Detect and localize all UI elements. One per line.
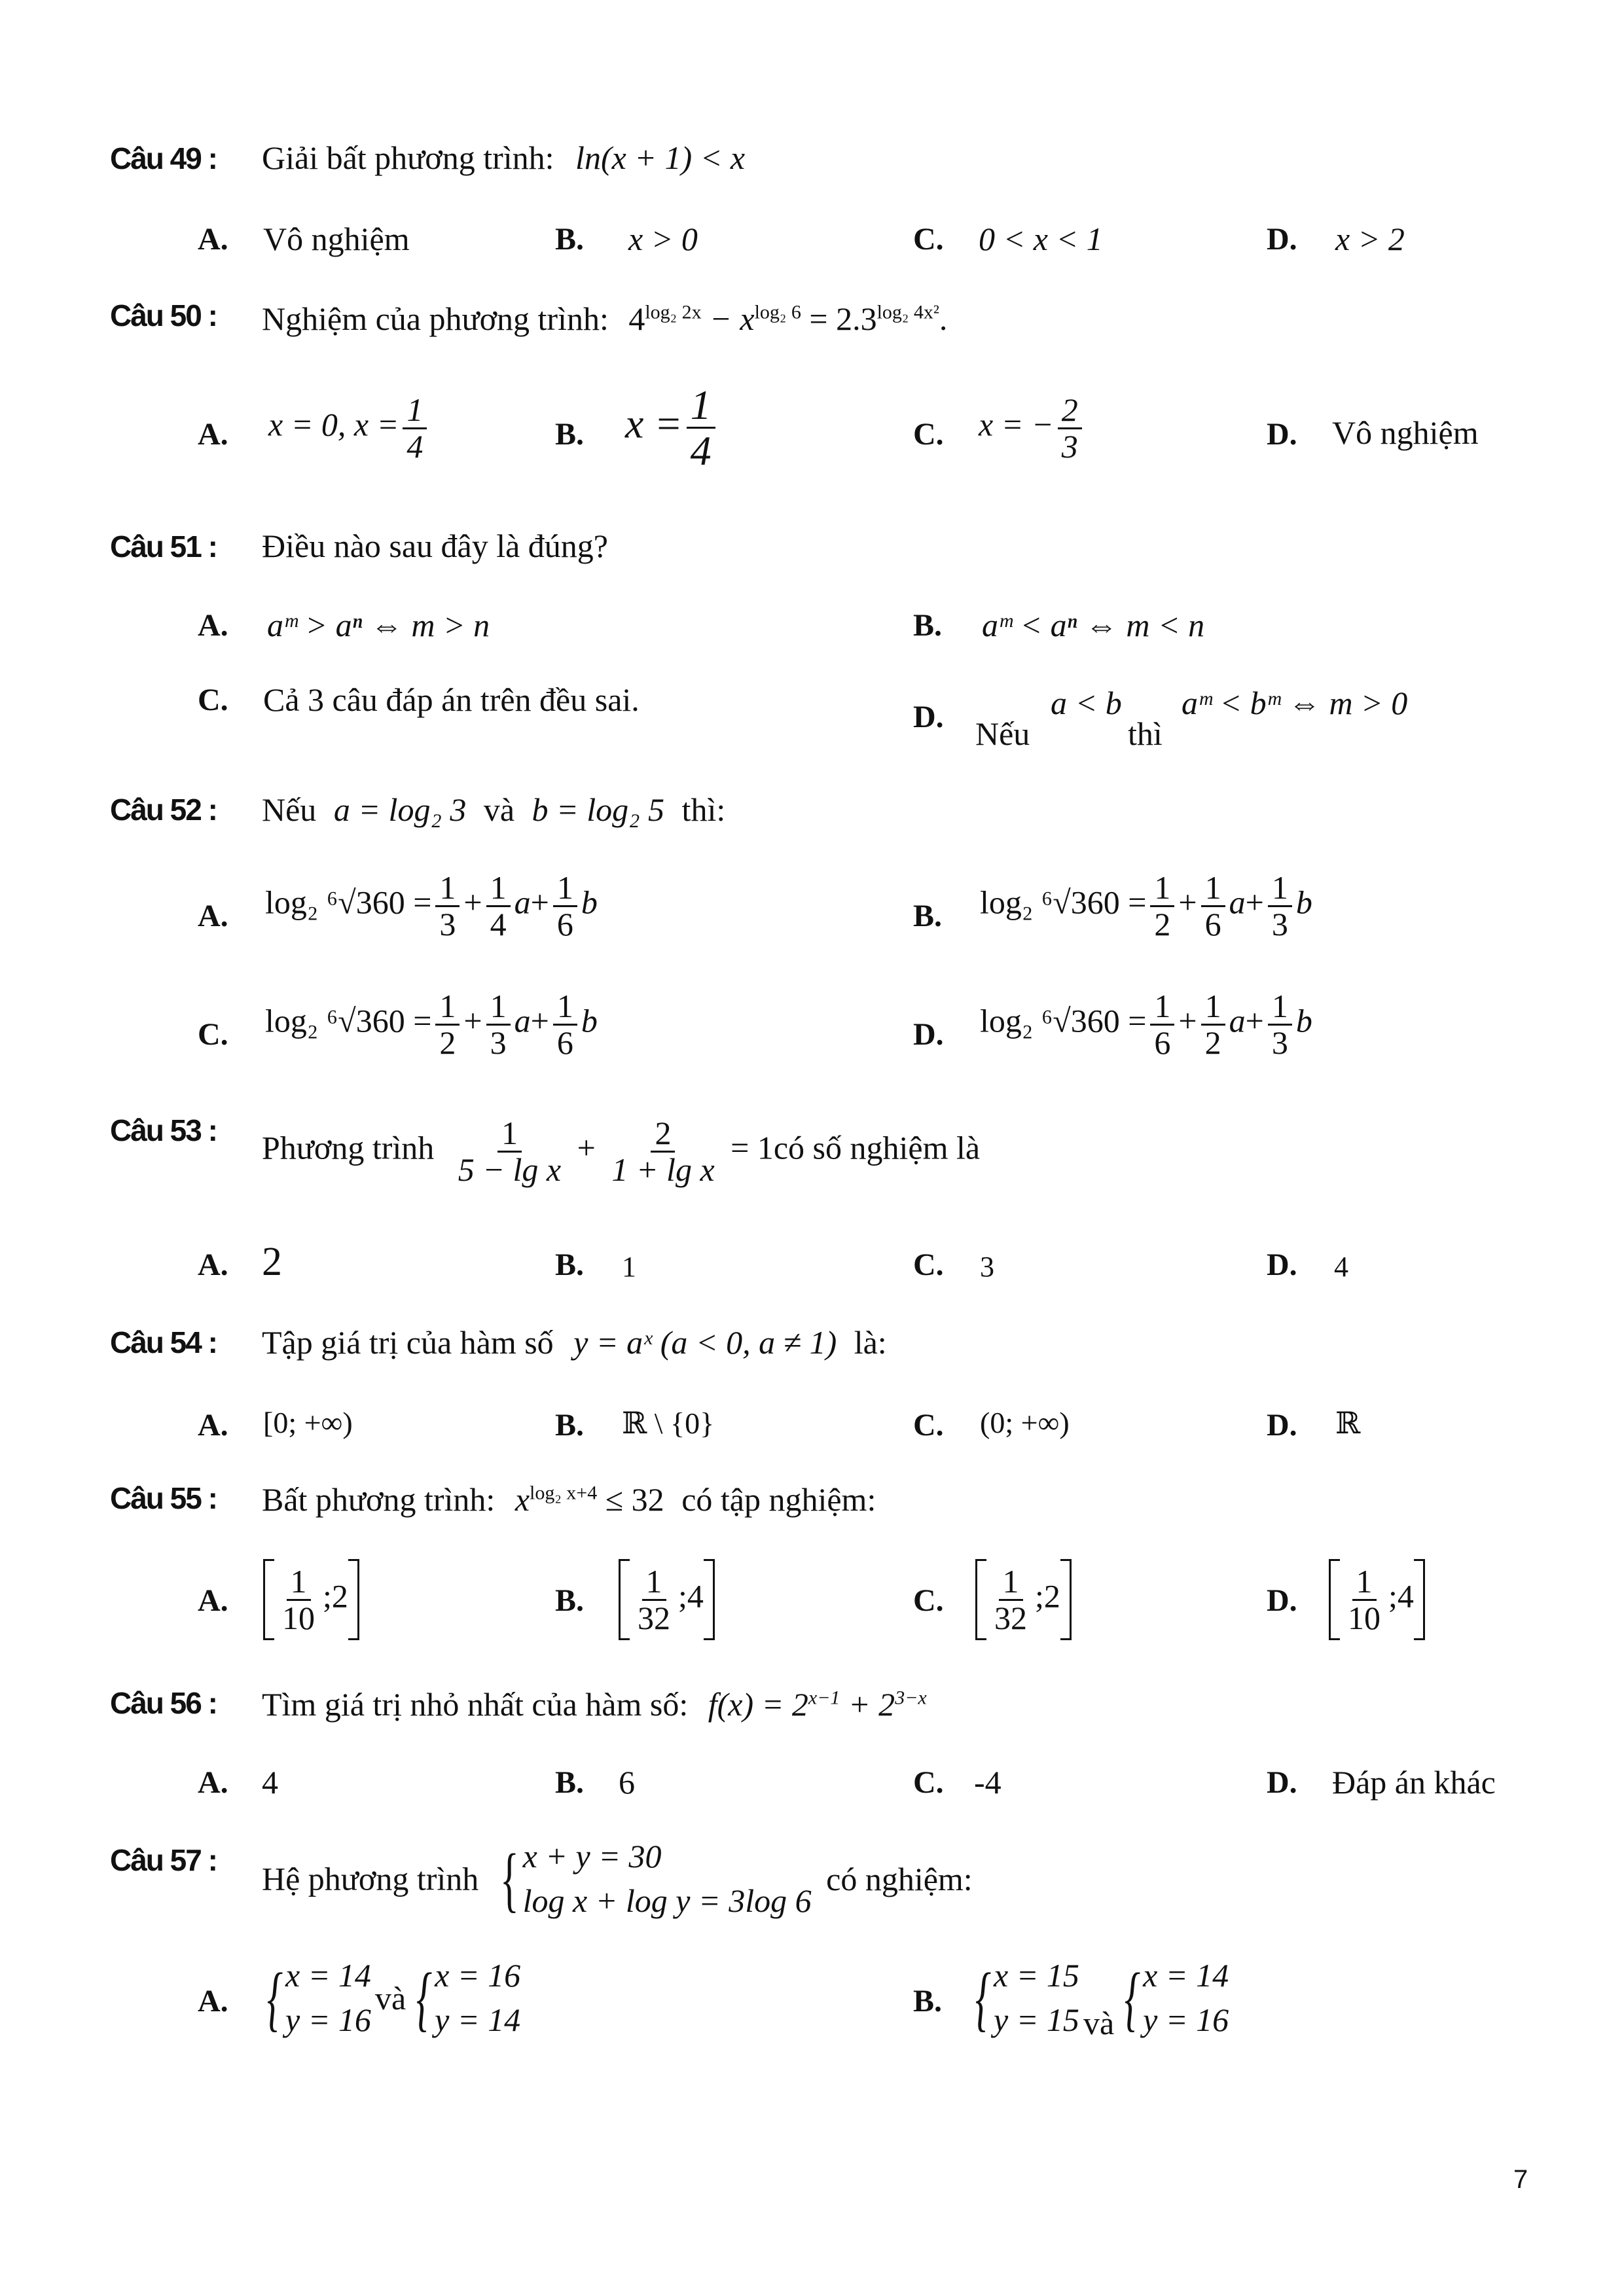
option-letter-d: D. [913, 1017, 944, 1052]
math-expression: y = aˣ (a < 0, a ≠ 1) [573, 1324, 837, 1361]
option-letter-a: A. [198, 899, 228, 933]
option-d[interactable]: Đáp án khác [1332, 1764, 1496, 1801]
question-label: Câu 51 : [110, 529, 217, 564]
option-d-word2[interactable]: thì [1128, 715, 1163, 752]
option-letter-c: C. [913, 222, 944, 257]
option-d[interactable]: x > 2 [1335, 221, 1405, 257]
question-text: Hệ phương trình { x + y = 30 log x + log y = 3log 6 có nghiệm: [262, 1835, 973, 1923]
option-d-expr2[interactable]: aᵐ < bᵐ ⇔ m > 0 [1182, 685, 1408, 721]
option-c[interactable]: 3 [980, 1251, 994, 1283]
option-b[interactable]: 1 [622, 1251, 636, 1283]
option-b[interactable]: ℝ \ {0} [622, 1407, 715, 1440]
option-a[interactable]: log₂ ⁶√360 = $\frac{1}{3}$ + $\frac{1}{4}$ a+ $\frac{1}{6}$ b [265, 869, 598, 942]
question-text [262, 139, 745, 177]
option-letter-a: A. [198, 1247, 228, 1282]
option-letter-d: D. [1267, 1583, 1297, 1618]
question-text [262, 300, 947, 338]
option-letter-d: D. [1267, 1408, 1297, 1443]
math-expression: $f(x) = 2^{x-1} + 2^{3-x}$ [708, 1686, 927, 1723]
question-label: Câu 57 : [110, 1843, 217, 1877]
option-letter-a: A. [198, 608, 228, 643]
option-a[interactable]: [0; +∞) [263, 1406, 353, 1439]
option-a[interactable]: $\frac{1}{10}$ ;2 [263, 1559, 359, 1640]
option-letter-c: C. [913, 1765, 944, 1800]
option-a[interactable]: x = 0, x = $\frac{1}{4}$ [268, 393, 431, 463]
option-letter-b: B. [555, 1765, 585, 1800]
option-letter-b: B. [913, 1984, 943, 2018]
question-text: Điều nào sau đây là đúng? [262, 528, 609, 564]
option-letter-d: D. [1267, 417, 1297, 452]
option-a[interactable]: Vô nghiệm [263, 221, 410, 257]
question-label: Câu 49 : [110, 141, 217, 175]
question-prompt: Giải bất phương trình: [262, 139, 554, 176]
option-c[interactable]: (0; +∞) [980, 1406, 1070, 1439]
left-brace-icon: { [499, 1839, 519, 1919]
math-expression: a = log₂ 3 [333, 791, 467, 828]
option-c[interactable]: $\frac{1}{32}$ ;2 [975, 1559, 1072, 1640]
option-letter-d: D. [1267, 222, 1297, 257]
option-letter-c: C. [913, 1247, 944, 1282]
option-c[interactable]: Cả 3 câu đáp án trên đều sai. [263, 681, 640, 718]
option-d[interactable]: $\frac{1}{10}$ ;4 [1329, 1559, 1425, 1640]
fraction: $\frac{1}{\text{5 − lg x}}$ [458, 1115, 562, 1188]
option-b[interactable]: 6 [619, 1764, 635, 1801]
math-expression: ln(x + 1) < x [575, 139, 746, 176]
question-text: Tập giá trị của hàm số y = aˣ (a < 0, a ≠ 1) là: [262, 1324, 887, 1361]
option-letter-b: B. [555, 222, 585, 257]
option-b[interactable]: aᵐ < aⁿ ⇔ m < n [982, 607, 1205, 643]
option-letter-b: B. [555, 1583, 585, 1618]
option-b[interactable]: x > 0 [628, 221, 698, 257]
option-letter-d: D. [913, 700, 944, 734]
math-expression: b = log₂ 5 [532, 791, 665, 828]
option-c[interactable]: 0 < x < 1 [979, 221, 1103, 257]
option-letter-a: A. [198, 417, 228, 452]
question-label: Câu 55 : [110, 1481, 217, 1515]
question-text: Nếu a = log₂ 3 và b = log₂ 5 thì: [262, 791, 726, 828]
option-b[interactable]: { x = 15 y = 15 và { x = 14 y = 16 [975, 1957, 1229, 2041]
math-expression: $x^{log_2 x+4} \le 32$ [514, 1481, 664, 1518]
option-letter-a: A. [198, 1984, 228, 2018]
option-letter-d: D. [1267, 1765, 1297, 1800]
option-c[interactable]: -4 [974, 1764, 1001, 1801]
question-label: Câu 52 : [110, 793, 217, 827]
option-a[interactable]: { x = 14 y = 16 và { x = 16 y = 14 [266, 1957, 521, 2038]
option-letter-a: A. [198, 1765, 228, 1800]
option-letter-c: C. [913, 1583, 944, 1618]
option-letter-a: A. [198, 1408, 228, 1443]
option-letter-c: C. [198, 683, 228, 717]
question-label: Câu 50 : [110, 298, 217, 332]
option-c[interactable]: log₂ ⁶√360 = $\frac{1}{2}$ + $\frac{1}{3}$ a+ $\frac{1}{6}$ b [265, 988, 598, 1061]
option-letter-a: A. [198, 1583, 228, 1618]
question-text: Phương trình $\frac{1}{\text{5 − lg x}}$ + $\frac{2}{\text{1 + lg x}}$ = 1có số nghiệm là [262, 1115, 981, 1188]
option-d-word1[interactable]: Nếu [975, 715, 1030, 752]
question-label: Câu 53 : [110, 1113, 217, 1147]
option-letter-b: B. [555, 1408, 585, 1443]
option-letter-c: C. [913, 1408, 944, 1443]
option-a[interactable]: aᵐ > aⁿ ⇔ m > n [267, 607, 490, 643]
option-letter-a: A. [198, 222, 228, 257]
option-d[interactable]: log₂ ⁶√360 = $\frac{1}{6}$ + $\frac{1}{2}$ a+ $\frac{1}{3}$ b [980, 988, 1312, 1061]
option-c[interactable]: x = − $\frac{2}{3}$ [979, 393, 1086, 463]
option-b[interactable]: $\frac{1}{32}$ ;4 [619, 1559, 715, 1640]
option-b[interactable]: x = $\frac{1}{4}$ [625, 383, 719, 473]
option-d[interactable]: ℝ [1335, 1407, 1361, 1440]
option-letter-b: B. [913, 608, 943, 643]
option-letter-b: B. [913, 899, 943, 933]
option-letter-c: C. [198, 1017, 228, 1052]
option-d[interactable]: 4 [1334, 1251, 1348, 1283]
option-d-expr1[interactable]: a < b [1051, 685, 1122, 721]
option-a[interactable]: 2 [262, 1240, 282, 1284]
math-expression: $4^{log_2 2x} - x^{log_2 6} = 2.3^{log_2 4x^2}$. [628, 300, 948, 337]
fraction: $\frac{2}{\text{1 + lg x}}$ [611, 1115, 715, 1188]
question-label: Câu 54 : [110, 1325, 217, 1359]
option-letter-d: D. [1267, 1247, 1297, 1282]
option-b[interactable]: log₂ ⁶√360 = $\frac{1}{2}$ + $\frac{1}{6}$ a+ $\frac{1}{3}$ b [980, 869, 1312, 942]
page-number: 7 [1513, 2165, 1528, 2194]
question-text: Tìm giá trị nhỏ nhất của hàm số: $f(x) = 2^{x-1} + 2^{3-x}$ [262, 1686, 927, 1723]
option-letter-b: B. [555, 1247, 585, 1282]
equation-system: x + y = 30 log x + log y = 3log 6 [522, 1838, 812, 1919]
option-letter-b: B. [555, 417, 585, 452]
question-prompt: Nghiệm của phương trình: [262, 300, 609, 337]
question-text: Bất phương trình: $x^{log_2 x+4} \le 32$ có tập nghiệm: [262, 1481, 876, 1518]
option-letter-c: C. [913, 417, 944, 452]
option-d[interactable]: Vô nghiệm [1332, 414, 1479, 451]
question-label: Câu 56 : [110, 1686, 217, 1720]
option-a[interactable]: 4 [262, 1764, 278, 1801]
